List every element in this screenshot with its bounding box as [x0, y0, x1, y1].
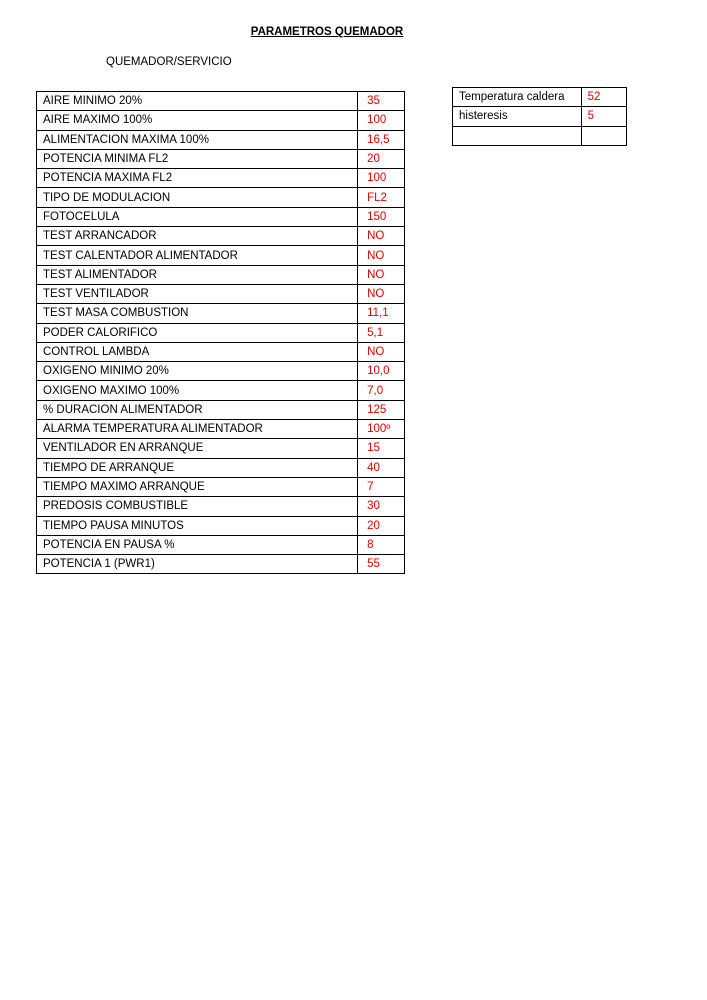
parameter-label: % DURACION ALIMENTADOR: [37, 400, 358, 419]
table-row: [37, 304, 405, 323]
table-row: [453, 88, 627, 107]
parameter-label: ALIMENTACION MAXIMA 100%: [37, 130, 358, 149]
parameter-label: TIEMPO MAXIMO ARRANQUE: [37, 477, 358, 496]
parameter-label: TIPO DE MODULACION: [37, 188, 358, 207]
boiler-settings-table: [452, 87, 627, 146]
parameter-value: 10,0: [358, 362, 405, 381]
parameter-label: AIRE MINIMO 20%: [37, 92, 358, 111]
parameter-value: 8: [358, 535, 405, 554]
parameter-label: histeresis: [453, 107, 582, 126]
table-row: [37, 284, 405, 303]
page-subtitle: QUEMADOR/SERVICIO: [106, 56, 232, 68]
table-row: [37, 516, 405, 535]
parameter-value: FL2: [358, 188, 405, 207]
table-row: [37, 400, 405, 419]
parameter-value: 125: [358, 400, 405, 419]
parameter-value: 16,5: [358, 130, 405, 149]
parameter-label: ALARMA TEMPERATURA ALIMENTADOR: [37, 420, 358, 439]
parameter-label: OXIGENO MINIMO 20%: [37, 362, 358, 381]
parameter-value: [581, 126, 626, 145]
parameter-label: POTENCIA 1 (PWR1): [37, 555, 358, 574]
page-title: PARAMETROS QUEMADOR: [250, 26, 404, 38]
table-row: [37, 420, 405, 439]
parameter-label: POTENCIA MAXIMA FL2: [37, 169, 358, 188]
table-row: [37, 497, 405, 516]
parameter-value: 30: [358, 497, 405, 516]
parameter-value: NO: [358, 342, 405, 361]
table-row: [37, 265, 405, 284]
parameter-label: VENTILADOR EN ARRANQUE: [37, 439, 358, 458]
table-row: [37, 149, 405, 168]
parameter-value: 5,1: [358, 323, 405, 342]
parameter-value: NO: [358, 265, 405, 284]
parameter-label: OXIGENO MAXIMO 100%: [37, 381, 358, 400]
parameter-label: TEST VENTILADOR: [37, 284, 358, 303]
table-row: [37, 362, 405, 381]
table-row: [37, 92, 405, 111]
parameter-value: 7,0: [358, 381, 405, 400]
table-row: [37, 535, 405, 554]
parameter-label: CONTROL LAMBDA: [37, 342, 358, 361]
parameters-table: [36, 91, 405, 574]
parameter-value: 7: [358, 477, 405, 496]
table-row: [37, 439, 405, 458]
table-row: [37, 323, 405, 342]
parameter-label: [453, 126, 582, 145]
parameter-label: TEST ARRANCADOR: [37, 227, 358, 246]
parameter-label: TEST ALIMENTADOR: [37, 265, 358, 284]
parameter-value: NO: [358, 284, 405, 303]
parameter-value: 100: [358, 169, 405, 188]
parameter-label: AIRE MAXIMO 100%: [37, 111, 358, 130]
parameter-value: 20: [358, 149, 405, 168]
table-row: [37, 477, 405, 496]
parameter-value: 52: [581, 88, 626, 107]
table-row: [453, 107, 627, 126]
parameter-label: POTENCIA EN PAUSA %: [37, 535, 358, 554]
table-row: [37, 555, 405, 574]
parameter-label: TEST MASA COMBUSTION: [37, 304, 358, 323]
table-row: [37, 381, 405, 400]
parameter-label: TEST CALENTADOR ALIMENTADOR: [37, 246, 358, 265]
table-row: [37, 130, 405, 149]
parameter-value: 11,1: [358, 304, 405, 323]
parameter-value: 35: [358, 92, 405, 111]
table-row: [37, 169, 405, 188]
parameter-label: PODER CALORIFICO: [37, 323, 358, 342]
parameter-label: PREDOSIS COMBUSTIBLE: [37, 497, 358, 516]
parameter-value: 40: [358, 458, 405, 477]
table-row: [37, 188, 405, 207]
parameter-label: Temperatura caldera: [453, 88, 582, 107]
parameter-value: 15: [358, 439, 405, 458]
parameter-label: FOTOCELULA: [37, 207, 358, 226]
table-row: [37, 246, 405, 265]
parameter-value: 150: [358, 207, 405, 226]
parameter-value: 55: [358, 555, 405, 574]
parameter-label: TIEMPO PAUSA MINUTOS: [37, 516, 358, 535]
parameter-label: TIEMPO DE ARRANQUE: [37, 458, 358, 477]
table-row: [37, 227, 405, 246]
table-row: [37, 207, 405, 226]
table-row: [37, 342, 405, 361]
parameter-value: 5: [581, 107, 626, 126]
parameter-value: 20: [358, 516, 405, 535]
table-row: [453, 126, 627, 145]
parameter-value: NO: [358, 227, 405, 246]
parameter-value: NO: [358, 246, 405, 265]
parameter-value: 100: [358, 111, 405, 130]
table-row: [37, 111, 405, 130]
table-row: [37, 458, 405, 477]
parameter-label: POTENCIA MINIMA FL2: [37, 149, 358, 168]
parameter-value: 100º: [358, 420, 405, 439]
